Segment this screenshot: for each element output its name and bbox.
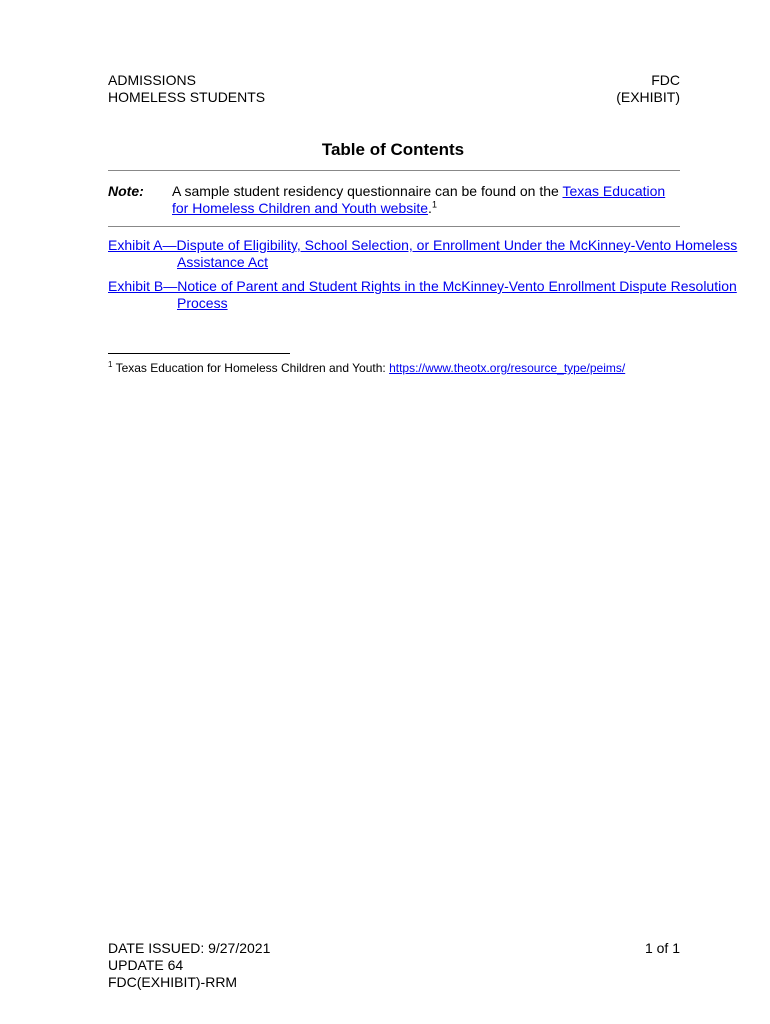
note-period: . [428, 200, 432, 216]
header-left [108, 72, 265, 106]
footnote-number: 1 [108, 360, 113, 369]
footer-page-number: 1 of 1 [644, 940, 680, 956]
footer-code: FDC(EXHIBIT)-RRM [108, 974, 238, 990]
header-right [616, 72, 680, 106]
toc-exhibit-a-link[interactable]: Exhibit A—Dispute of Eligibility, School Selection, or Enrollment Under the McKinney-Vento Homeless Assistance Act [108, 237, 738, 270]
footnote-url-link[interactable]: https://www.theotx.org/resource_type/peims/ [389, 361, 626, 375]
divider-bottom [108, 226, 680, 227]
header-code: FDC [651, 72, 680, 88]
footnote-text: Texas Education for Homeless Children and Youth: [112, 361, 390, 375]
footer-update: UPDATE 64 [108, 957, 184, 973]
page-title: Table of Contents [321, 140, 465, 159]
note-body [172, 183, 682, 217]
texas-education-link[interactable]: Texas Education for Homeless Children and Youth website [172, 183, 666, 216]
note-text: A sample student residency questionnaire can be found on the [172, 183, 563, 199]
footnote-ref[interactable]: 1 [431, 199, 437, 210]
footer-date-issued: DATE ISSUED: 9/27/2021 [108, 940, 271, 956]
toc-exhibit-b-link[interactable]: Exhibit B—Notice of Parent and Student Rights in the McKinney-Vento Enrollment Dispute Resolution Process [108, 278, 737, 311]
divider-top [108, 170, 680, 171]
footer-left [108, 940, 270, 991]
footnote [108, 361, 625, 375]
footnote-separator [108, 353, 290, 354]
header-section: ADMISSIONS [108, 72, 196, 88]
header-subsection: HOMELESS STUDENTS [108, 89, 266, 105]
note-label: Note: [108, 183, 144, 199]
header-type: (EXHIBIT) [616, 89, 680, 105]
